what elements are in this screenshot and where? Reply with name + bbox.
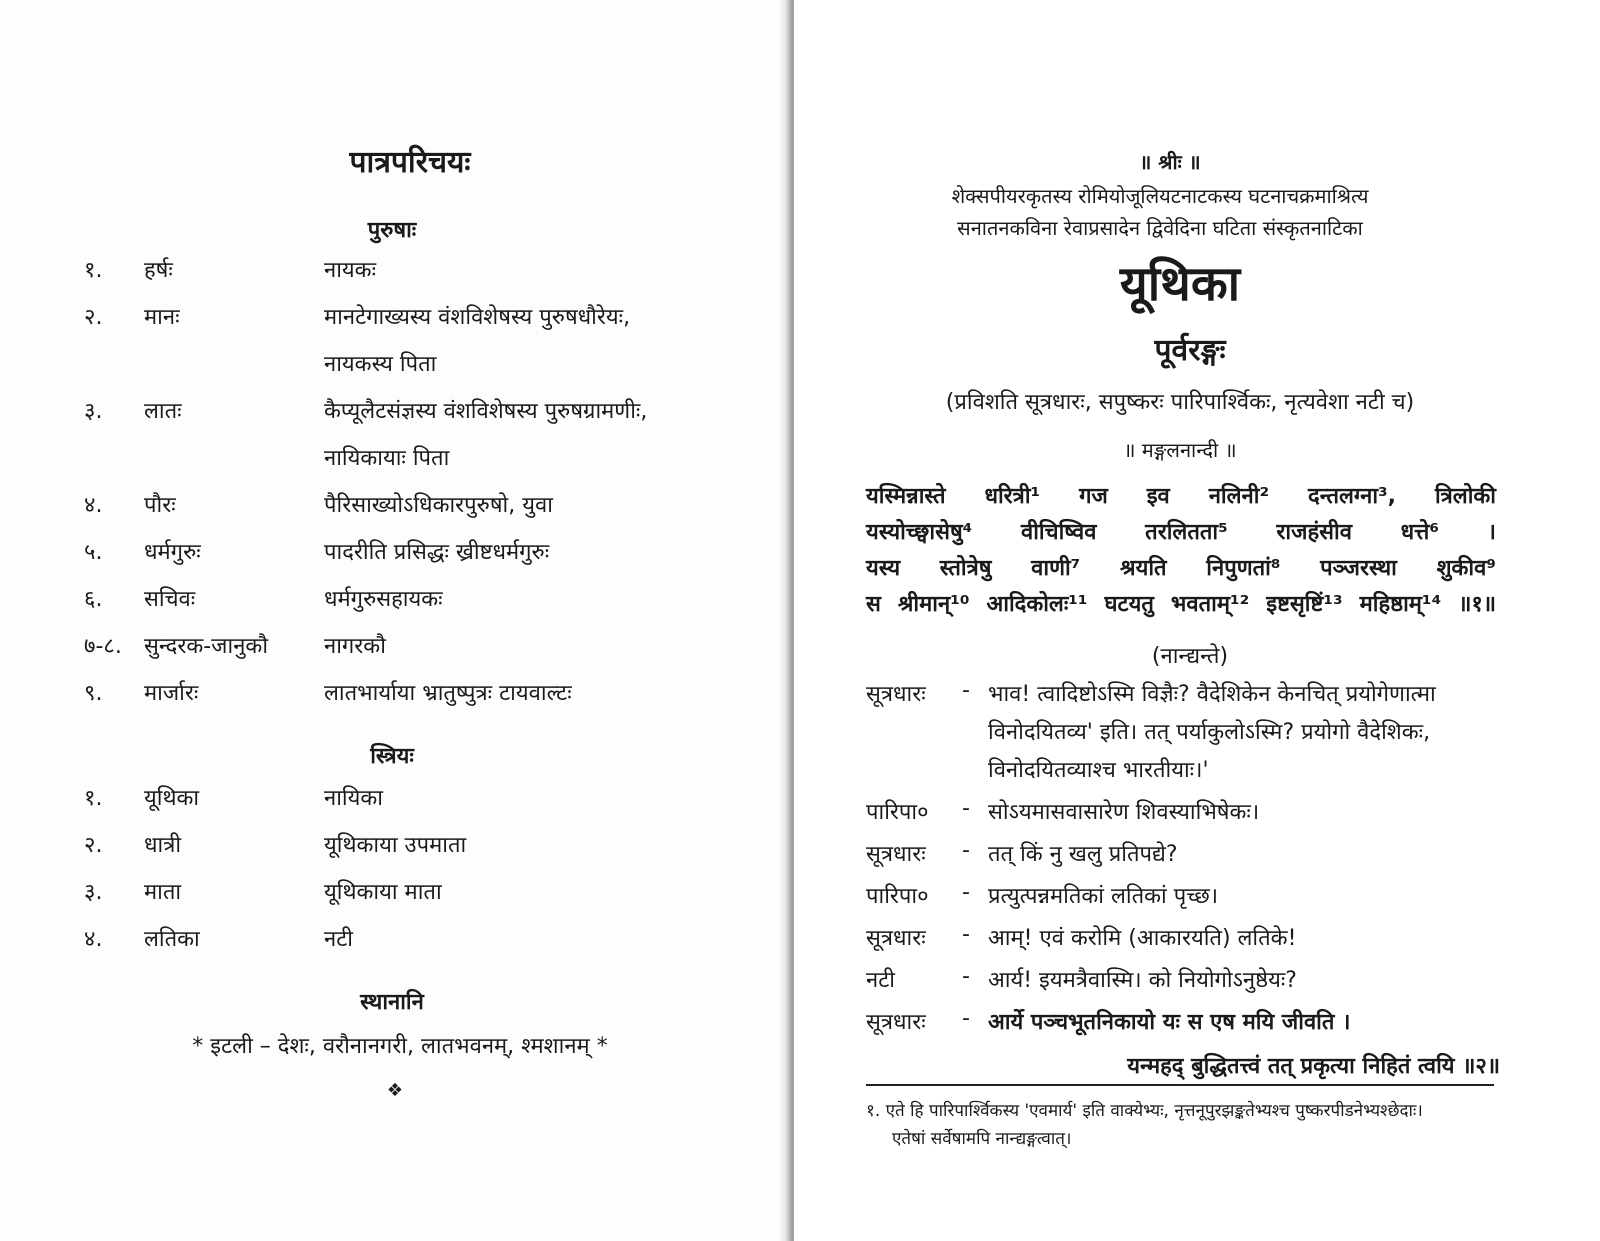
section-title: पूर्वरङ्गः (1154, 333, 1226, 368)
character-number: १. (84, 258, 103, 283)
footnote-2: एतेषां सर्वेषामपि नान्द्यङ्गत्वात्। (892, 1129, 1072, 1149)
character-row (84, 301, 744, 335)
women-heading: स्त्रियः (370, 744, 414, 769)
dialogue-line (866, 796, 1506, 834)
character-name: धर्मगुरुः (144, 540, 201, 565)
speaker-name: सूत्रधारः (866, 682, 926, 707)
dialogue-line (866, 880, 1506, 918)
dialogue-line (866, 838, 1506, 876)
speaker-dash: - (962, 796, 970, 821)
speaker-dash: - (962, 1006, 970, 1031)
speaker-dash: - (962, 678, 970, 703)
character-row (84, 536, 744, 570)
dialogue-text: आम्! एवं करोमि (आकारयति) लतिके! (988, 926, 1297, 951)
dialogue-text: भाव! त्वादिष्टोऽस्मि विज्ञैः? वैदेशिकेन केनचित् प्रयोगेणात्मा (988, 682, 1436, 707)
dialogue-line (866, 922, 1506, 960)
men-heading: पुरुषाः (367, 218, 417, 243)
character-description: नटी (324, 927, 353, 952)
character-description: पैरिसाख्योऽधिकारपुरुषो, युवा (324, 493, 553, 518)
verse-line: यस्योच्छ्वासेषु⁴ वीचिष्विव तरलितता⁵ राजहंसीव धत्ते⁶ । (866, 520, 1496, 545)
speaker-name: सूत्रधारः (866, 926, 926, 951)
verse-line: स श्रीमान्¹⁰ आदिकोलः¹¹ घटयतु भवताम्¹² इष्टसृष्टिं¹³ महिष्ठाम्¹⁴ ॥१॥ (866, 592, 1496, 617)
character-number: ६. (84, 587, 103, 612)
character-description: पादरीति प्रसिद्धः ख्रीष्टधर्मगुरुः (324, 540, 550, 565)
character-row (84, 254, 744, 288)
character-description: मानटेगाख्यस्य वंशविशेषस्य पुरुषधौरेयः, (324, 305, 631, 330)
places-list: * इटली – देशः, वरौनानगरी, लातभवनम्, श्मशानम् * (192, 1034, 608, 1059)
character-description: कैप्यूलैटसंज्ञस्य वंशविशेषस्य पुरुषग्रामणीः, (324, 399, 648, 424)
character-row (84, 829, 744, 863)
character-row (84, 442, 744, 476)
dialogue-line (866, 964, 1506, 1002)
character-description: धर्मगुरुसहायकः (324, 587, 443, 612)
character-number: २. (84, 305, 103, 330)
character-number: ४. (84, 493, 103, 518)
dialogue-text: तत् किं नु खलु प्रतिपद्ये? (988, 842, 1178, 867)
play-title: यूथिका (1119, 256, 1241, 312)
ornament-icon: ❖ (386, 1080, 404, 1101)
character-name: लतिका (144, 927, 200, 952)
character-row (84, 489, 744, 523)
character-number: ७-८. (84, 634, 122, 659)
speaker-name: पारिपा० (866, 800, 929, 825)
character-name: मार्जारः (144, 681, 199, 706)
character-row (84, 782, 744, 816)
mangala-heading: ॥ मङ्गलनान्दी ॥ (1123, 438, 1237, 462)
character-description: लातभार्याया भ्रातुष्पुत्रः टायवाल्टः (324, 681, 572, 706)
character-row (84, 677, 744, 711)
character-number: ३. (84, 399, 103, 424)
character-name: सचिवः (144, 587, 196, 612)
character-name: हर्षः (144, 258, 173, 283)
character-row (84, 348, 744, 382)
subtitle-line-2: सनातनकविना रेवाप्रसादेन द्विवेदिना घटिता संस्कृतनाटिका (957, 216, 1363, 240)
character-description: यूथिकाया माता (324, 880, 442, 905)
verse-2: यन्महद् बुद्धितत्त्वं तत् प्रकृत्या निहितं त्वयि ॥२॥ (1127, 1054, 1500, 1079)
character-row (84, 630, 744, 664)
character-number: ४. (84, 927, 103, 952)
character-row (84, 923, 744, 957)
character-description: नायकस्य पिता (324, 352, 437, 377)
footnote-1: १. एते हि पारिपार्श्विकस्य 'एवमार्य' इति वाक्येभ्यः, नृत्तनूपुरझङ्कतेभ्यश्च पुष्करपीडनेभ्यश्छेदाः। (866, 1101, 1423, 1121)
left-page (0, 0, 786, 1241)
character-name: माता (144, 880, 182, 905)
dialogue-text: आर्य! इयमत्रैवास्मि। को नियोगोऽनुष्ठेयः? (988, 968, 1297, 993)
verse-1 (866, 480, 1496, 624)
speaker-name: नटी (866, 968, 895, 993)
character-name: धात्री (144, 833, 182, 858)
character-number: ३. (84, 880, 103, 905)
dialogue-text: आर्ये पञ्चभूतनिकायो यः स एष मयि जीवति । (988, 1010, 1351, 1035)
character-description: नागरकौ (324, 634, 386, 659)
stage-direction: (प्रविशति सूत्रधारः, सपुष्करः पारिपार्श्विकः, नृत्यवेशा नटी च) (945, 390, 1415, 415)
speaker-dash: - (962, 922, 970, 947)
character-row (84, 583, 744, 617)
character-name: पौरः (144, 493, 176, 518)
character-number: ९. (84, 681, 103, 706)
character-number: ५. (84, 540, 103, 565)
character-row (84, 395, 744, 429)
character-description: नायिका (324, 786, 383, 811)
stage-direction-nandyante: (नान्द्यन्ते) (1151, 644, 1229, 669)
speaker-name: सूत्रधारः (866, 1010, 926, 1035)
speaker-name: सूत्रधारः (866, 842, 926, 867)
invocation: ॥ श्रीः ॥ (1139, 150, 1201, 174)
character-description: नायिकायाः पिता (324, 446, 450, 471)
dialogue-line (866, 1006, 1506, 1044)
speaker-dash: - (962, 838, 970, 863)
character-description: यूथिकाया उपमाता (324, 833, 467, 858)
speaker-dash: - (962, 880, 970, 905)
speaker-dash: - (962, 964, 970, 989)
dialogue-text: विनोदयितव्याश्च भारतीयाः।' (988, 758, 1209, 783)
verse-line: यस्य स्तोत्रेषु वाणी⁷ श्रयति निपुणतां⁸ पञ्जरस्था शुकीव⁹ (866, 556, 1496, 581)
dialogue-text: विनोदयितव्य' इति। तत् पर्याकुलोऽस्मि? प्रयोगो वैदेशिकः, (988, 720, 1431, 745)
character-row (84, 876, 744, 910)
character-name: मानः (144, 305, 180, 330)
character-number: २. (84, 833, 103, 858)
verse-line: यस्मिन्नास्ते धरित्री¹ गज इव नलिनी² दन्तलग्ना³, त्रिलोकी (866, 484, 1496, 509)
speaker-name: पारिपा० (866, 884, 929, 909)
dialogue-text: प्रत्युत्पन्नमतिकां लतिकां पृच्छ। (988, 884, 1219, 909)
dialogue-text: सोऽयमासवासारेण शिवस्याभिषेकः। (988, 800, 1260, 825)
places-heading: स्थानानि (360, 990, 424, 1015)
subtitle-line-1: शेक्सपीयरकृतस्य रोमियोजूलियटनाटकस्य घटनाचक्रमाश्रित्य (951, 184, 1369, 208)
character-name: यूथिका (144, 786, 200, 811)
character-description: नायकः (324, 258, 377, 283)
dialogue-line (866, 678, 1506, 792)
character-name: सुन्दरक-जानुकौ (144, 634, 269, 659)
character-number: १. (84, 786, 103, 811)
footnote-rule (866, 1084, 1494, 1086)
character-name: लातः (144, 399, 182, 424)
page-title: पात्रपरिचयः (349, 145, 471, 180)
